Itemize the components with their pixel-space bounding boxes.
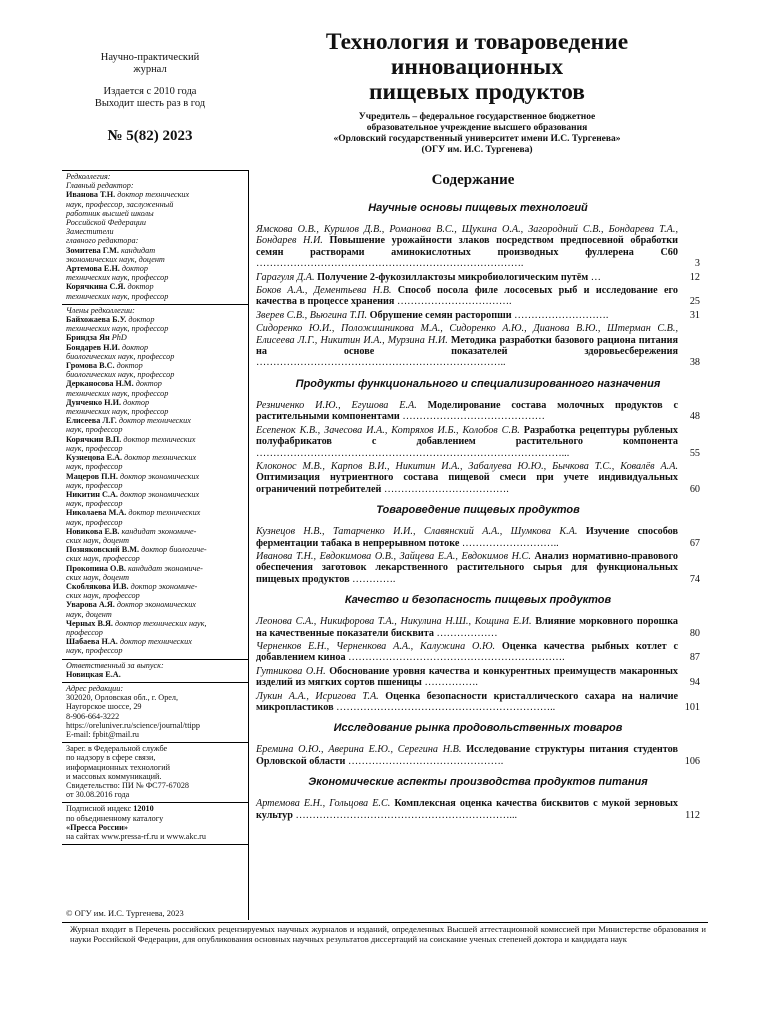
entry-page-number: 31: [689, 309, 700, 321]
sidebar-line-text: Байхожаева Б.У.: [66, 315, 127, 325]
founder-info: [268, 112, 686, 156]
entry-leader-dots: ……………………….: [511, 309, 609, 321]
sidebar-line: [66, 814, 244, 823]
journal-title: [262, 30, 692, 105]
sidebar-line: [66, 181, 244, 190]
sidebar-line-text: Позняковский В.М.: [66, 545, 140, 555]
sidebar-line: [66, 712, 244, 721]
journal-title-line2: инновационных: [390, 54, 564, 80]
entry-leader-dots: ……………………………….: [381, 483, 509, 495]
sidebar-line: [66, 172, 244, 181]
founder-line2: образовательное учреждение высшего образования: [366, 123, 588, 133]
sidebar-line: [66, 661, 244, 670]
entry-title: Обоснование уровня качества и конкурентных преимуществ макаронных изделий из мягких сортов пшеницы: [256, 665, 678, 689]
sidebar-line: [66, 370, 244, 379]
sidebar-line: [66, 721, 244, 730]
section-heading: Товароведение пищевых продуктов: [376, 504, 580, 517]
sidebar-line-text: Николаева М.А.: [66, 508, 127, 518]
toc-entry[interactable]: [256, 285, 700, 308]
sidebar-line-text: наук, профессор: [66, 646, 123, 656]
toc-entry[interactable]: [256, 526, 700, 549]
sidebar-line: [66, 684, 244, 693]
entry-authors: Гарагуля Д.А.: [256, 271, 315, 283]
entry-page-number: 112: [685, 809, 700, 821]
toc-entry[interactable]: [256, 798, 700, 821]
sidebar-line-degree: доктор экономических: [114, 600, 196, 610]
entry-title: Оценка качества рыбных котлет с добавлением киноа: [256, 640, 679, 664]
entry-authors: Артемова Е.Н., Гольцова Е.С.: [256, 798, 391, 810]
sidebar-line-degree: доктор: [125, 282, 154, 292]
sidebar-line-degree: доктор технических: [121, 434, 196, 444]
sidebar-line-text: Артемова Е.Н.: [66, 264, 120, 274]
sidebar-line-text: наук, профессор: [66, 443, 123, 453]
sidebar-line-text: по объединенному каталогу: [66, 813, 164, 823]
sidebar-line: [66, 361, 244, 370]
sidebar-line-text: Ответственный за выпуск:: [66, 660, 164, 670]
entry-title: Разработка рецептуры рубленых полуфабрикатов с добавлением растительного компонента: [256, 424, 679, 448]
sidebar-line-text: Свидетельство: ПИ № ФС77-67028: [66, 781, 190, 790]
sidebar-line-text: Мацеров П.Н.: [66, 471, 118, 481]
sidebar-line-text: Новицкая Е.А.: [66, 669, 121, 679]
entry-page-number: 60: [689, 483, 700, 495]
sidebar-line: [66, 472, 244, 481]
entry-leader-dots: …………………………………………………………………….: [256, 258, 524, 270]
sidebar-line-text: E-mail: fpbit@mail.ru: [66, 729, 140, 739]
entry-leader-dots: ………….: [349, 573, 396, 585]
toc-entry[interactable]: [256, 616, 700, 639]
sidebar-line-text: ских наук, профессор: [66, 554, 140, 564]
sidebar-line-text: и массовых коммуникаций.: [66, 771, 162, 781]
sidebar-line-text: Новикова Е.В.: [66, 526, 120, 536]
footer-divider: [62, 922, 708, 923]
section-heading: Продукты функционального и специализированного назначения: [295, 377, 661, 390]
sidebar-line: [66, 763, 244, 772]
entry-title: Получение 2-фукозиллактозы микробиологическим путём: [317, 271, 589, 283]
entry-authors: Зверев С.В., Вьюгина Т.П.: [256, 309, 368, 321]
sidebar-line-text: ских наук, доцент: [66, 535, 129, 545]
entry-authors: Еремина О.Ю., Аверина Е.Ю., Серегина Н.В.: [256, 744, 462, 756]
sidebar-line-text: наук, профессор: [66, 462, 123, 472]
sidebar-line-text: работник высшей школы: [66, 208, 154, 218]
sidebar-line: [66, 499, 244, 508]
sidebar-line-degree: кандидат экономиче-: [119, 526, 197, 536]
entry-authors: Сидоренко Ю.И., Положишникова М.А., Сидоренко А.Ю., Дианова В.Ю., Штерман С.В., Елисеева Л.Г., Никитин И.А., Мурзина Н.И.: [256, 323, 678, 346]
sidebar-line-text: профессор: [66, 627, 103, 637]
sidebar-line: [66, 804, 244, 813]
editorial-sidebar: [62, 170, 249, 920]
sidebar-line: [66, 227, 244, 236]
entry-leader-dots: ……………………………………….: [345, 755, 504, 767]
journal-title-line3: пищевых продуктов: [369, 79, 585, 105]
entry-title: Моделирование состава молочных продуктов с растительными компонентами: [256, 399, 678, 423]
entry-page-number: 67: [689, 537, 700, 549]
sidebar-line: [66, 236, 244, 245]
sidebar-line: [66, 545, 244, 554]
sidebar-line: [66, 425, 244, 434]
entry-leader-dots: ……………………………………………………….: [345, 652, 565, 664]
entry-authors: Есепенок К.В., Зачесова И.А., Котряхов И.Б., Колобов С.В.: [256, 424, 520, 436]
entry-authors: Боков А.А., Дементьева Н.В.: [256, 285, 392, 297]
entry-title: Методика разработки базового рациона питания на основе показателей здоровьесбережения: [256, 334, 679, 358]
sidebar-line-degree: доктор: [119, 342, 149, 352]
sidebar-line-text: Кузнецова Е.А.: [66, 453, 123, 463]
entry-authors: Леонова С.А., Никифорова Т.А., Никулина Н.Ш., Кощина Е.И.: [256, 616, 532, 628]
sidebar-line: [66, 753, 244, 762]
sidebar-line: [66, 591, 244, 600]
toc-entry[interactable]: [256, 666, 700, 689]
sidebar-line-text: от 30.08.2016 года: [66, 790, 130, 800]
editorial-board: [62, 170, 248, 304]
sidebar-line-text: 8-906-664-3222: [66, 711, 120, 721]
sidebar-line-text: ских наук, доцент: [66, 572, 129, 582]
sidebar-line-text: Российской Федерации: [66, 218, 146, 228]
sidebar-line: [66, 823, 244, 832]
sidebar-line-text: биологических наук, профессор: [66, 351, 175, 361]
sidebar-line: [66, 218, 244, 227]
sidebar-line: [66, 246, 244, 255]
editorial-address: [62, 682, 248, 742]
sidebar-line-text: Никитин С.А.: [66, 489, 118, 499]
toc-entry[interactable]: [256, 461, 700, 495]
entry-authors: Клоконос М.В., Карпов В.И., Никитин И.А., Забалуева Ю.Ю., Бычкова Т.С., Ковалёв А.А.: [256, 460, 678, 472]
section-heading: Исследование рынка продовольственных товаров: [333, 722, 623, 735]
journal-title-line1: Технология и товароведение: [325, 29, 629, 55]
entry-leader-dots: ………………………………………………………………..: [256, 357, 506, 369]
sidebar-line-degree: доктор экономических: [117, 471, 200, 481]
sidebar-line-text: наук, профессор: [66, 480, 123, 490]
sidebar-line-text: технических наук, профессор: [66, 273, 169, 283]
entry-title: Изучение способов ферментации табака в непрерывном потоке: [256, 526, 679, 549]
sidebar-line: [66, 352, 244, 361]
sidebar-line: [66, 462, 244, 471]
entry-leader-dots: ………………………..: [459, 537, 559, 549]
sidebar-line: [66, 209, 244, 218]
sidebar-line-text: Корячкина С.Я.: [66, 282, 126, 292]
sidebar-line: [66, 398, 244, 407]
entry-leader-dots: ………………………………………………………...: [292, 809, 518, 821]
sidebar-line: [66, 490, 244, 499]
sidebar-line: [66, 564, 244, 573]
sidebar-line: [66, 702, 244, 711]
sidebar-line-text: Громова В.С.: [66, 361, 115, 371]
journal-frequency: Выходит шесть раз в год: [94, 98, 206, 109]
entry-page-number: 3: [694, 258, 700, 270]
sidebar-line: [66, 264, 244, 273]
sidebar-line-degree: доктор: [133, 379, 162, 389]
sidebar-line-degree: кандидат экономиче-: [125, 563, 203, 573]
sidebar-line: [66, 200, 244, 209]
toc-entry[interactable]: [256, 400, 700, 423]
entry-leader-dots: ………………………………………………………..: [333, 702, 556, 713]
sidebar-line-text: Главный редактор:: [66, 181, 134, 191]
toc-entry[interactable]: [256, 551, 700, 585]
entry-title: Повышение урожайности злаков посредством предпосевной обработки семян растворами аминокислотных производных фуллерена С60: [256, 235, 679, 258]
entry-title: Обрушение семян расторопши: [369, 309, 512, 321]
entry-authors: Кузнецов Н.В., Татарченко И.И., Славянский А.А., Шумкова К.А.: [256, 526, 578, 538]
sidebar-line: [66, 600, 244, 609]
section-heading: Научные основы пищевых технологий: [368, 202, 588, 214]
entry-page-number: 48: [689, 411, 700, 423]
sidebar-divider: [62, 844, 248, 845]
sidebar-line-degree: доктор технических: [117, 637, 192, 647]
sidebar-line: [66, 315, 244, 324]
entry-authors: Лукин А.А., Исригова Т.А.: [256, 690, 379, 702]
sidebar-line-text: Скоблякова И.В.: [66, 581, 129, 591]
sidebar-line-text: Подписной индекс: [66, 804, 134, 814]
entry-title: Комплексная оценка качества бисквитов с мукой зерновых культур: [256, 798, 678, 821]
sidebar-line: [66, 610, 244, 619]
sidebar-line-degree: доктор технических: [126, 508, 201, 518]
toc-entry[interactable]: [256, 691, 700, 714]
sidebar-line-text: Шабаева Н.А.: [66, 637, 118, 647]
sidebar-line: [66, 306, 244, 315]
founder-line1: Учредитель – федеральное государственное бюджетное: [358, 112, 596, 122]
toc-entry[interactable]: [256, 323, 700, 369]
entry-leader-dots: ………………………………………………………………………………...: [256, 447, 570, 459]
sidebar-line-text: Члены редколлегии:: [66, 305, 135, 315]
sidebar-line-text: экономических наук, доцент: [66, 254, 165, 264]
sidebar-line-text: на сайтах www.pressa-rf.ru и www.akc.ru: [66, 832, 206, 842]
sidebar-line-text: наук, профессор, заслуженный: [66, 199, 174, 209]
entry-page-number: 12: [689, 271, 700, 283]
toc-entry[interactable]: [256, 224, 700, 270]
sidebar-line: [66, 481, 244, 490]
sidebar-line-text: Зарег. в Федеральной службе: [66, 744, 168, 754]
entry-title: Исследование структуры питания студентов Орловской области: [256, 744, 678, 767]
entry-page-number: 87: [689, 652, 700, 664]
sidebar-line-text: Дерканосова Н.М.: [66, 379, 134, 389]
sidebar-line: [66, 619, 244, 628]
journal-type-line2: журнал: [133, 64, 167, 75]
sidebar-line: [66, 508, 244, 517]
sidebar-line-text: Заместители: [66, 227, 114, 237]
sidebar-line: [66, 744, 244, 753]
entry-authors: Гутникова О.Н.: [256, 665, 326, 677]
sidebar-line-degree: доктор: [114, 361, 143, 371]
sidebar-line: [66, 730, 244, 739]
board-members: [62, 304, 248, 659]
sidebar-line-degree: доктор: [121, 397, 150, 407]
sidebar-line-degree: доктор: [119, 264, 148, 274]
sidebar-line: [66, 628, 244, 637]
founder-line3: «Орловский государственный университет имени И.С. Тургенева»: [333, 134, 621, 144]
founder-line4: (ОГУ им. И.С. Тургенева): [421, 145, 533, 155]
sidebar-line: [66, 670, 244, 679]
sidebar-line-text: технических наук, профессор: [66, 291, 169, 301]
sidebar-line-text: https://oreluniver.ru/science/journal/ttipp: [66, 720, 200, 730]
sidebar-line-degree: доктор экономических: [117, 489, 200, 499]
sidebar-line: [66, 518, 244, 527]
sidebar-line: [66, 389, 244, 398]
sidebar-line: [66, 781, 244, 790]
sidebar-line-degree: доктор технических: [115, 190, 190, 200]
sidebar-line-bold: 12010: [133, 804, 154, 814]
sidebar-line-text: биологических наук, профессор: [66, 370, 175, 380]
entry-title: Способ посола филе лососевых рыб и исследование его качества в процессе хранения: [256, 285, 678, 308]
entry-authors: Ямскова О.В., Курилов Д.В., Романова В.С., Щукина О.А., Загородний С.В., Бондарева Т.А., Бондарев Н.И.: [256, 224, 678, 247]
contents-title: Содержание: [431, 172, 515, 188]
sidebar-line-text: технических наук, профессор: [66, 324, 169, 334]
entry-page-number: 106: [684, 755, 700, 767]
registration-info: [62, 742, 248, 802]
sidebar-line-text: Черных В.Я.: [66, 618, 113, 628]
sidebar-line: [66, 772, 244, 781]
table-of-contents: [256, 193, 700, 823]
sidebar-line-text: ских наук, профессор: [66, 591, 140, 601]
sidebar-line: [66, 693, 244, 702]
sidebar-line-text: технических наук, профессор: [66, 388, 169, 398]
sidebar-line: [66, 324, 244, 333]
sidebar-line-text: наук, профессор: [66, 517, 123, 527]
responsible-editor: [62, 659, 248, 682]
entry-title: Влияние морковного порошка на качественные показатели бисквита: [256, 616, 679, 639]
sidebar-line: [66, 333, 244, 342]
toc-entry[interactable]: [256, 641, 700, 664]
sidebar-line: [66, 646, 244, 655]
sidebar-line-text: Уварова А.Я.: [66, 600, 115, 610]
sidebar-line: [66, 444, 244, 453]
sidebar-line: [66, 416, 244, 425]
entry-page-number: 80: [689, 627, 700, 639]
toc-entry[interactable]: [256, 272, 700, 283]
sidebar-line-text: 302020, Орловская обл., г. Орел,: [66, 693, 179, 703]
entry-authors: Резниченко И.Ю., Егушова Е.А.: [256, 399, 417, 411]
sidebar-line-text: технических наук, профессор: [66, 407, 169, 417]
sidebar-line: [66, 536, 244, 545]
sidebar-line-degree: доктор биологиче-: [139, 545, 207, 555]
sidebar-line-degree: доктор экономиче-: [128, 581, 198, 591]
sidebar-line-text: Прокопина О.В.: [66, 563, 126, 573]
sidebar-line-degree: доктор технических наук,: [112, 618, 207, 628]
sidebar-line: [66, 453, 244, 462]
sidebar-line-degree: доктор технических: [116, 416, 191, 426]
issue-number: № 5(82) 2023: [107, 128, 193, 144]
entry-leader-dots: …………….: [421, 677, 478, 689]
sidebar-line-text: информационных технологий: [66, 762, 171, 772]
entry-authors: Черненков Е.Н., Черненкова А.А., Калужина О.Ю.: [256, 640, 496, 652]
sidebar-line: [66, 407, 244, 416]
entry-leader-dots: ……………………………………: [399, 411, 545, 423]
copyright: © ОГУ им. И.С. Тургенева, 2023: [66, 908, 184, 918]
sidebar-line-text: Дунченко Н.И.: [66, 397, 121, 407]
sidebar-line: [66, 190, 244, 199]
entry-title: Оптимизация нутриентного состава пищевой смеси при учете индивидуальных ограничений потребителей: [256, 472, 678, 495]
sidebar-line-degree: доктор: [126, 315, 155, 325]
entry-page-number: 101: [684, 702, 700, 713]
sidebar-line-text: главного редактора:: [66, 236, 139, 246]
entry-page-number: 25: [689, 296, 700, 308]
sidebar-line: [66, 790, 244, 799]
entry-title: Анализ нормативно-правового обеспечения заготовок лекарственного растительного сырья для функциональных пищевых продуктов: [256, 550, 679, 585]
sidebar-line: [66, 435, 244, 444]
entry-leader-dots: …………………………….: [394, 296, 512, 308]
sidebar-line-text: Бондарев Н.И.: [66, 342, 120, 352]
entry-page-number: 38: [689, 357, 700, 369]
entry-leader-dots: ………………: [433, 627, 498, 639]
sidebar-line-text: Зомитева Г.М.: [66, 245, 119, 255]
section-heading: Экономические аспекты производства продуктов питания: [308, 776, 648, 789]
sidebar-line: [66, 255, 244, 264]
subscription-info: [62, 802, 248, 844]
sidebar-line-text: Иванова Т.Н.: [66, 190, 116, 200]
sidebar-line-degree: PhD: [109, 333, 127, 343]
sidebar-line-text: наук, доцент: [66, 609, 112, 619]
sidebar-line: [66, 527, 244, 536]
sidebar-line-text: Корячкин В.П.: [66, 434, 122, 444]
sidebar-line: [66, 282, 244, 291]
sidebar-line: [66, 554, 244, 563]
entry-page-number: 55: [689, 447, 700, 459]
toc-entry[interactable]: [256, 744, 700, 767]
sidebar-line: [66, 343, 244, 352]
sidebar-line-text: наук, профессор: [66, 425, 123, 435]
sidebar-line-text: Елисеева Л.Г.: [66, 416, 117, 426]
sidebar-line-text: Адрес редакции:: [66, 683, 124, 693]
sidebar-line: [66, 582, 244, 591]
sidebar-line-degree: доктор технических: [122, 453, 197, 463]
journal-since: Издается с 2010 года: [103, 86, 197, 97]
journal-type-line1: Научно-практический: [100, 52, 200, 63]
journal-info: [70, 52, 230, 110]
sidebar-line-text: наук, профессор: [66, 499, 123, 509]
sidebar-line: [66, 292, 244, 301]
sidebar-line: [66, 832, 244, 841]
footer-note: Журнал входит в Перечень российских рецензируемых научных журналов и изданий, определенных Высшей аттестационной комиссией при Министерстве образования и науки Российской Федерации, для опубликования основных научных результатов диссертаций на соискание ученых степеней доктора и кандидата наук: [70, 924, 706, 944]
sidebar-line-text: «Пресса России»: [66, 822, 128, 832]
entry-title: Оценка безопасности кристаллического сахара на наличие микропластиков: [256, 690, 678, 713]
sidebar-line-degree: кандидат: [118, 245, 156, 255]
sidebar-line-text: Наугорское шоссе, 29: [66, 702, 142, 712]
sidebar-line: [66, 637, 244, 646]
sidebar-line: [66, 273, 244, 282]
entry-authors: Иванова Т.Н., Евдокимова О.В., Зайцева Е.А., Евдокимов Н.С.: [256, 550, 531, 562]
entry-page-number: 94: [689, 677, 700, 689]
sidebar-line-text: по надзору в сфере связи,: [66, 753, 156, 763]
sidebar-line-text: Бриндза Ян: [66, 333, 110, 343]
entry-page-number: 74: [689, 573, 700, 585]
toc-entry[interactable]: [256, 425, 700, 459]
section-heading: Качество и безопасность пищевых продуктов: [344, 594, 612, 607]
entry-leader-dots: …: [588, 271, 601, 283]
sidebar-line-text: Редколлегия:: [66, 172, 111, 181]
sidebar-line: [66, 379, 244, 388]
sidebar-line: [66, 573, 244, 582]
toc-entry[interactable]: [256, 310, 700, 321]
